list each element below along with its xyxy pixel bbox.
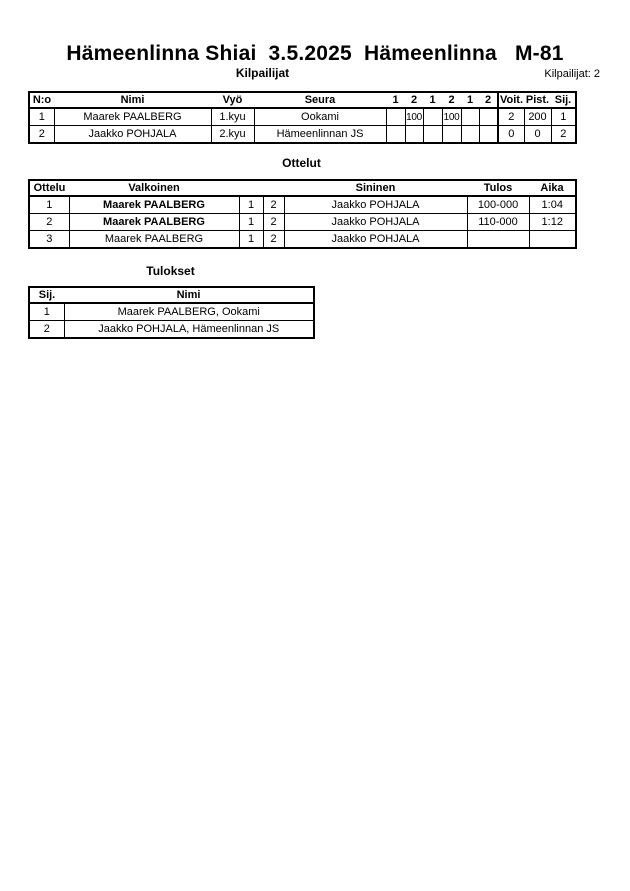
competitor-no: 2 [29, 126, 54, 144]
round-score [461, 126, 479, 144]
match-time: 1:12 [529, 214, 576, 231]
col-header-wins: Voit. [499, 94, 523, 106]
col-header-points: Pist. [525, 94, 550, 106]
competitor-row [29, 126, 576, 144]
match-no: 3 [29, 231, 69, 249]
result-name: Maarek PAALBERG, Ookami [64, 303, 314, 321]
col-header-round: 1 [461, 92, 479, 108]
col-header-round: 2 [405, 92, 423, 108]
match-blue-no: 2 [263, 231, 284, 249]
competitor-wins: 0 [498, 126, 524, 144]
result-name: Jaakko POHJALA, Hämeenlinnan JS [64, 321, 314, 339]
col-header-place: Sij. [29, 287, 64, 303]
match-blue-name: Jaakko POHJALA [284, 231, 467, 249]
match-blue-name: Jaakko POHJALA [284, 214, 467, 231]
match-row [29, 214, 576, 231]
col-header-time: Aika [529, 180, 576, 196]
round-score [479, 126, 498, 144]
col-header-club: Seura [254, 92, 386, 108]
match-white-name: Maarek PAALBERG [69, 231, 239, 249]
col-header-name: Nimi [64, 287, 314, 303]
match-result: 100-000 [467, 196, 529, 214]
results-header-row [29, 287, 314, 303]
col-header-belt: Vyö [211, 92, 254, 108]
competitor-name: Jaakko POHJALA [54, 126, 211, 144]
competitor-points: 200 [524, 108, 551, 126]
col-header-white-no [239, 180, 263, 196]
matches-header-row [29, 180, 576, 196]
competitor-place: 2 [551, 126, 576, 144]
match-blue-no: 2 [263, 214, 284, 231]
round-score [423, 126, 442, 144]
matches-section-title: Ottelut [282, 156, 321, 170]
competitors-section-title: Kilpailijat [235, 66, 290, 80]
col-header-place: Sij. [551, 92, 576, 108]
competitors-table [28, 91, 577, 144]
competitor-club: Ookami [254, 108, 386, 126]
results-section-title: Tulokset [146, 264, 195, 278]
competitor-belt: 2.kyu [211, 126, 254, 144]
competitor-row [29, 108, 576, 126]
competitor-belt: 1.kyu [211, 108, 254, 126]
match-no: 2 [29, 214, 69, 231]
round-score [461, 108, 479, 126]
competitor-wins: 2 [498, 108, 524, 126]
competitor-name: Maarek PAALBERG [54, 108, 211, 126]
competitor-no: 1 [29, 108, 54, 126]
match-no: 1 [29, 196, 69, 214]
col-header-round: 1 [386, 92, 405, 108]
col-header-no: N:o [29, 92, 54, 108]
match-row [29, 196, 576, 214]
match-result [467, 231, 529, 249]
round-score [386, 108, 405, 126]
round-score: 100 [405, 108, 423, 126]
competitors-header-row [29, 92, 576, 108]
match-white-no: 1 [239, 196, 263, 214]
match-result: 110-000 [467, 214, 529, 231]
result-row [29, 303, 314, 321]
col-header-white: Valkoinen [69, 180, 239, 196]
result-row [29, 321, 314, 339]
competitors-count-note: Kilpailijat: 2 [544, 68, 600, 80]
result-place: 2 [29, 321, 64, 339]
matches-table [28, 179, 577, 249]
match-blue-no: 2 [263, 196, 284, 214]
result-place: 1 [29, 303, 64, 321]
col-header-name: Nimi [54, 92, 211, 108]
col-header-match: Ottelu [29, 180, 69, 196]
match-row [29, 231, 576, 249]
competitor-place: 1 [551, 108, 576, 126]
round-score [423, 108, 442, 126]
col-header-round: 2 [442, 92, 461, 108]
page-title: Hämeenlinna Shiai 3.5.2025 Hämeenlinna M-81 [66, 42, 564, 65]
match-white-name: Maarek PAALBERG [69, 214, 239, 231]
col-header-round: 1 [423, 92, 442, 108]
results-table [28, 286, 315, 339]
round-score [386, 126, 405, 144]
match-white-no: 1 [239, 231, 263, 249]
match-white-name: Maarek PAALBERG [69, 196, 239, 214]
col-header-blue-no [263, 180, 284, 196]
round-score [405, 126, 423, 144]
col-header-round: 2 [479, 92, 498, 108]
match-time: 1:04 [529, 196, 576, 214]
match-white-no: 1 [239, 214, 263, 231]
round-score [442, 126, 461, 144]
round-score: 100 [442, 108, 461, 126]
match-blue-name: Jaakko POHJALA [284, 196, 467, 214]
competitor-points: 0 [524, 126, 551, 144]
competitor-club: Hämeenlinnan JS [254, 126, 386, 144]
match-time [529, 231, 576, 249]
round-score [479, 108, 498, 126]
col-header-blue: Sininen [284, 180, 467, 196]
col-header-result: Tulos [467, 180, 529, 196]
